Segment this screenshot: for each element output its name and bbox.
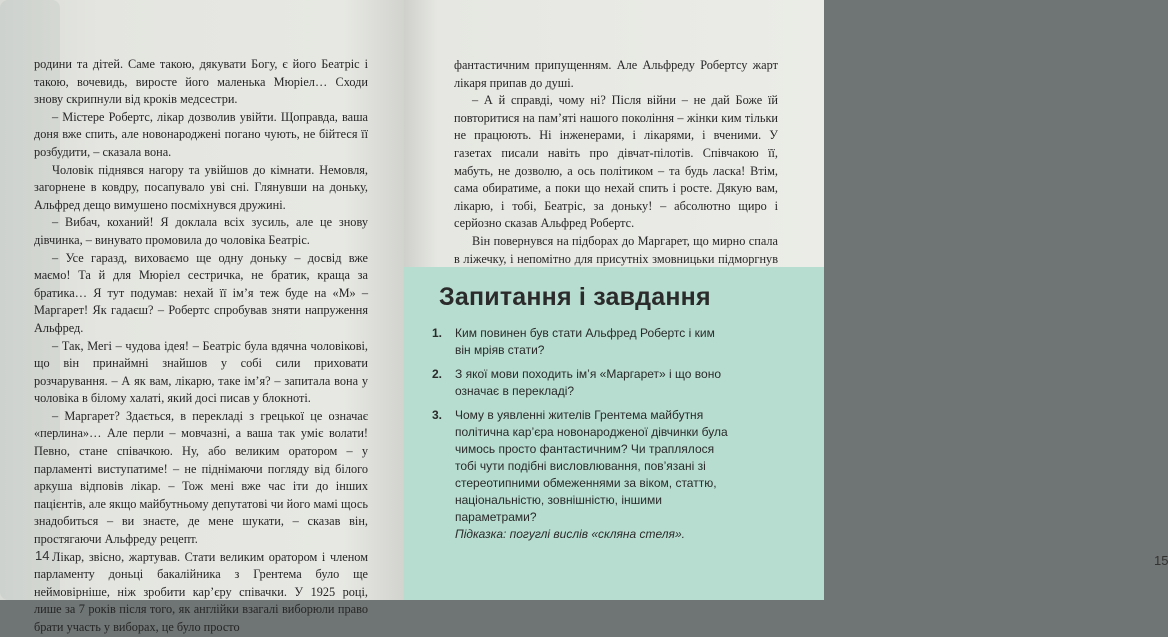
paragraph: – Вибач, коханий! Я доклала всіх зусиль, але це знову дівчинка, – винувато промовила до чоловіка Беатріс. xyxy=(34,215,368,247)
paragraph: Він повернувся на підборах до Маргарет, що мирно спала в ліжечку, і непомітно для присутніх змовницьки підморгнув xyxy=(454,233,778,266)
question-text: Чому в уявленні жителів Грентема майбутня політична кар’єра новонародженої дівчинки була чимось просто фантастичним? Чи траплялося тобі чути подібні висловлювання, пов’язані зі стереотипними обмеженнями за віком, статтю, національністю, зовнішністю, іншими параметрами? xyxy=(455,408,728,524)
paragraph: – Містере Робертс, лікар дозволив увійти. Щоправда, ваша доня вже спить, але новонароджені погано чують, не бійтеся її розбудити, – сказала вона. xyxy=(34,109,368,159)
paragraph: Чоловік піднявся нагору та увійшов до кімнати. Немовля, загорнене в ковдру, посапувало уві сні. Глянувши на доньку, Альфред дещо вимушено посміхнувся дружині. xyxy=(34,162,368,212)
question-hint: Підказка: погуглі вислів «скляна стеля». xyxy=(455,527,685,541)
left-page xyxy=(0,0,404,634)
question-text: Ким повинен був стати Альфред Робертс і ким він мріяв стати? xyxy=(455,326,715,357)
question-item xyxy=(432,325,732,359)
right-page xyxy=(404,0,1168,600)
paragraph: – Маргарет? Здається, в перекладі з грецької це означає «перлина»… Але перли – мовчазні, а ваша так уміє волати! Певно, стане співачкою. Ну, або великим оратором – у парламенті виступатиме! – не піднімаючи погляду від білого аркуша відповів лікар. – Тож мені вже час іти до інших пацієнтів, але якщо майбутньому депутатові чи його мамі щось знадобиться – ви знаєте, де мене шукати, – сказав він, простягаючи Альфреду рецепт. xyxy=(34,408,368,547)
question-text: З якої мови походить ім’я «Маргарет» і що воно означає в перекладі? xyxy=(455,367,722,398)
question-item xyxy=(432,407,732,543)
page-number-left: 14 xyxy=(35,548,50,563)
paragraph: – Усе гаразд, виховаємо ще одну доньку – досвід вже маємо! Та й для Мюріел сестричка, не братик, краща за братика… Я тут подумав: нехай її ім’я теж буде на «М» – Маргарет! Як гадаєш? – Робертс спробував зняти напруження Альфред. xyxy=(34,250,368,335)
questions-panel xyxy=(404,267,824,600)
paragraph: – Так, Мегі – чудова ідея! – Беатріс була вдячна чоловікові, що він принаймні знайшов у собі сили приховати розчарування. – А як вам, лікарю, таке ім’я? – запитала вона у чоловіка в білому халаті, який досі писав у блокноті. xyxy=(34,338,368,406)
left-page-text xyxy=(34,56,368,637)
question-item xyxy=(432,366,732,400)
questions-title: Запитання і завдання xyxy=(439,283,711,311)
questions-list xyxy=(432,325,732,550)
paragraph: Лікар, звісно, жартував. Стати великим оратором і членом парламенту доньці бакалійника з Грентема було ще неймовірніше, ніж зробити кар’єру співачки. У 1925 році, лише за 7 років після того, як англійки взагалі виборюли право брати участь у виборах, це було просто xyxy=(34,549,368,634)
paragraph: фантастичним припущенням. Але Альфреду Робертсу жарт лікаря припав до душі. xyxy=(454,58,778,90)
paragraph: родини та дітей. Саме такою, дякувати Богу, є його Беатріс і такою, вочевидь, виросте його маленька Мюріел… Сходи знову скрипнули від кроків медсестри. xyxy=(34,57,368,107)
page-number-right: 15 xyxy=(1154,553,1168,568)
question-number: 2. xyxy=(432,367,443,381)
right-page-text xyxy=(454,57,778,286)
question-number: 3. xyxy=(432,408,443,422)
paragraph: – А й справді, чому ні? Після війни – не дай Боже їй повторитися на пам’яті нашого покоління – жінки ким тільки не працюють. Ні інженерами, і лікарями, і вченими. У газетах писали навіть про дівчат-пілотів. Співчакою її, мабуть, не дозволю, а ось політиком – та будь ласка! Втім, сама обиратиме, а поки що нехай спить і росте. Дякую вам, лікарю, і тобі, Беатріс, за доньку! – абсолютно щиро і серйозно сказав Альфред Робертс. xyxy=(454,93,778,231)
question-number: 1. xyxy=(432,326,443,340)
